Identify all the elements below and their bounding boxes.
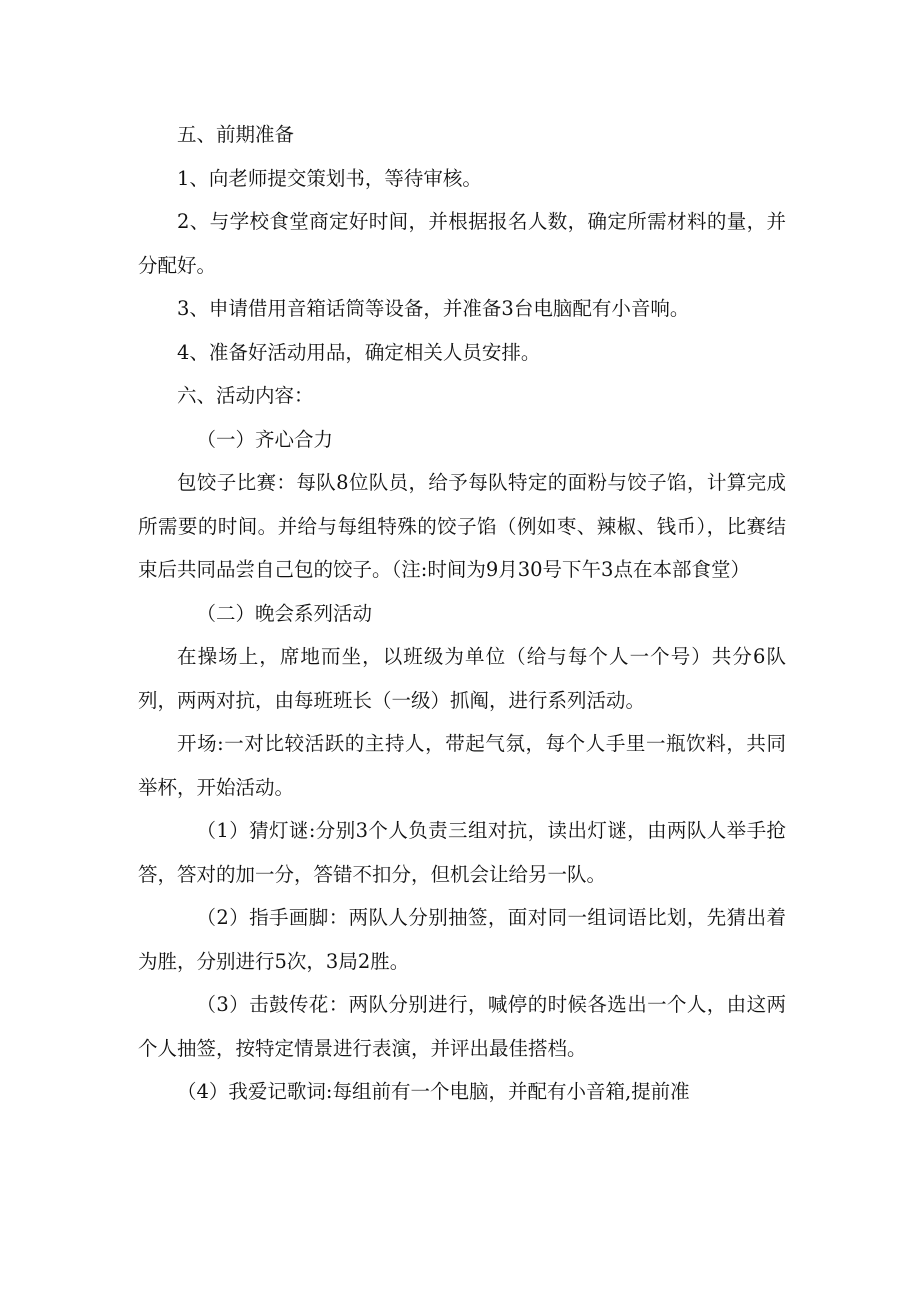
activity-pass-the-flower: （3）击鼓传花：两队分别进行，喊停的时候各选出一个人，由这两个人抽签，按特定情景进行表演，并评出最佳搭档。 bbox=[138, 993, 786, 1060]
evening-intro-paragraph: 在操场上，席地而坐，以班级为单位（给与每个人一个号）共分6队列，两两对抗，由每班班长（一级）抓阄，进行系列活动。 bbox=[138, 645, 786, 712]
prep-item-2: 2、与学校食堂商定好时间，并根据报名人数，确定所需材料的量，并分配好。 bbox=[138, 210, 786, 277]
prep-item-1: 1、向老师提交策划书，等待审核。 bbox=[177, 166, 482, 190]
subsection-heading-evening: （二）晚会系列活动 bbox=[196, 601, 373, 625]
prep-item-3: 3、申请借用音箱话筒等设备，并准备3台电脑配有小音响。 bbox=[177, 297, 690, 320]
section-heading-activities: 六、活动内容： bbox=[177, 384, 314, 407]
dumpling-contest-paragraph: 包饺子比赛：每队8位队员，给予每队特定的面粉与饺子馅，计算完成所需要的时间。并给与每组特殊的饺子馅（例如枣、辣椒、钱币），比赛结束后共同品尝自己包的饺子。（注:时间为9月30号下午3点在本部食堂） bbox=[138, 471, 786, 581]
document-body bbox=[138, 113, 786, 1114]
activity-lantern-riddles: （1）猜灯谜:分别3个人负责三组对抗，读出灯谜，由两队人举手抢答，答对的加一分，答错不扣分，但机会让给另一队。 bbox=[138, 819, 786, 886]
opening-paragraph: 开场:一对比较活跃的主持人，带起气氛，每个人手里一瓶饮料，共同举杯，开始活动。 bbox=[138, 732, 786, 799]
subsection-heading-teamwork: （一）齐心合力 bbox=[196, 427, 334, 451]
prep-item-4: 4、准备好活动用品，确定相关人员安排。 bbox=[177, 340, 541, 364]
activity-lyrics: （4）我爱记歌词:每组前有一个电脑，并配有小音箱,提前准 bbox=[177, 1080, 690, 1103]
activity-charades: （2）指手画脚：两队人分别抽签，面对同一组词语比划，先猜出着为胜，分别进行5次，3局2胜。 bbox=[138, 906, 786, 973]
section-heading-preparation: 五、前期准备 bbox=[177, 123, 295, 146]
